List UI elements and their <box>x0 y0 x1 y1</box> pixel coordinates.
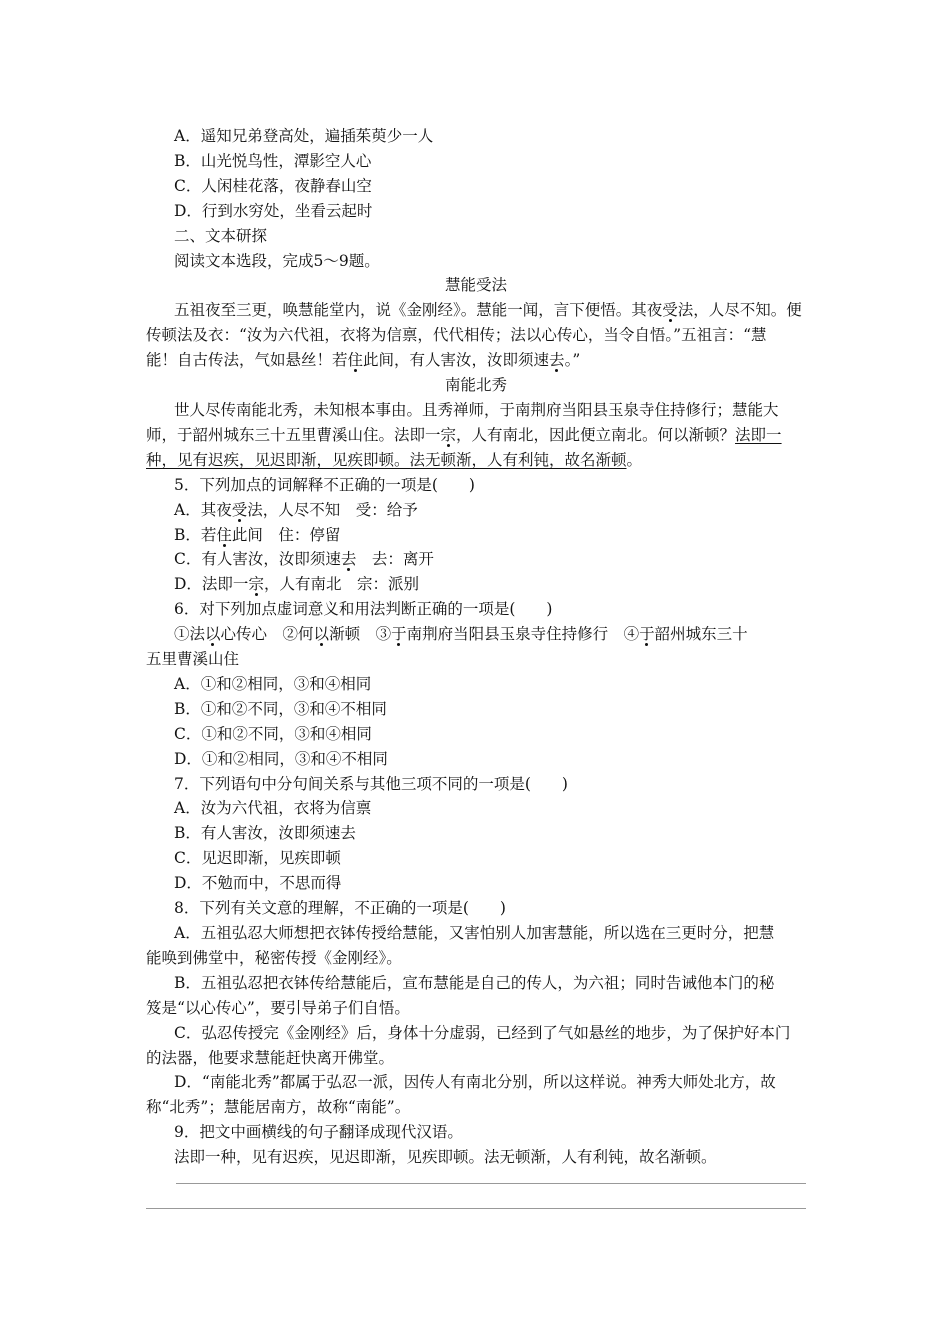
question-6-sentences <box>146 622 806 647</box>
question-7-option-c: C．见迟即渐，见疾即顿 <box>174 849 341 868</box>
question-7-option-b: B．有人害汝，汝即须速去 <box>174 824 356 843</box>
passage-1-title: 慧能受法 <box>444 276 507 295</box>
option-a-top: A．遥知兄弟登高处，遍插茱萸少一人 <box>174 127 434 145</box>
passage-text: 师，于韶州城东三十五里曹溪山住。法即一 <box>146 425 441 444</box>
dotted-word: 于 <box>391 625 407 644</box>
dotted-word: 住 <box>347 351 364 370</box>
option-c-top: C．人闲桂花落，夜静春山空 <box>174 176 372 195</box>
dotted-word: 以 <box>313 625 330 644</box>
question-8-option-b-line-2: 笈是“以心传心”，要引导弟子们自悟。 <box>146 998 410 1017</box>
sentence-text: 心传心 ②何 <box>220 625 314 644</box>
dotted-word: 于 <box>639 625 655 644</box>
question-8-option-b-line-1: B．五祖弘忍把衣钵传给慧能后，宣布慧能是自己的传人，为六祖；同时告诫他本门的秘 <box>174 973 775 992</box>
question-6-option-a: A．①和②相同，③和④相同 <box>174 674 372 693</box>
passage-2-line-1: 世人尽传南能北秀，未知根本事由。且秀禅师，于南荆府当阳县玉泉寺住持修行；慧能大 <box>174 400 779 419</box>
option-text: B．若 <box>174 525 217 544</box>
option-text: 法，人尽不知 受：给予 <box>247 500 418 519</box>
question-7-stem: 7．下列语句中分句间关系与其他三项不同的一项是( ) <box>174 774 568 793</box>
dotted-word: 去 <box>340 550 357 569</box>
passage-text: 五祖夜至三更，唤慧能堂内，说《金刚经》。慧能一闻，言下便悟。其夜 <box>174 301 663 320</box>
passage-2-title: 南能北秀 <box>444 376 507 395</box>
question-5-option-a <box>146 498 806 523</box>
passage-text: ，人有南北，因此便立南北。何以渐顿？ <box>456 425 736 444</box>
question-8-option-d-line-2: 称“北秀”；慧能居南方，故称“南能”。 <box>146 1098 411 1117</box>
dotted-word: 受 <box>662 301 678 320</box>
option-text: C．有人害汝，汝即须速 <box>174 550 341 569</box>
passage-text: 法，人尽不知。便 <box>677 301 802 320</box>
section-heading: 二、文本研探 <box>174 226 268 245</box>
passage-text: 。 <box>626 450 643 469</box>
passage-text: 。” <box>564 351 581 370</box>
question-8-option-d-line-1: D．“南能北秀”都属于弘忍一派，因传人有南北分别，所以这样说。神秀大师处北方，故 <box>174 1073 776 1092</box>
question-6-option-b: B．①和②不同，③和④不相同 <box>174 699 387 718</box>
question-8-stem: 8．下列有关文意的理解，不正确的一项是( ) <box>174 899 506 918</box>
underlined-sentence: 法即一 <box>735 425 782 444</box>
sentence-text: 渐顿 ③ <box>329 625 392 644</box>
option-text: A．其夜 <box>174 500 232 519</box>
dotted-word: 去 <box>549 351 565 370</box>
sentence-text: ①法 <box>174 625 206 644</box>
dotted-word: 宗 <box>440 425 457 444</box>
answer-line-1[interactable] <box>176 1183 806 1184</box>
answer-line-2[interactable] <box>146 1208 806 1209</box>
passage-text: 能！自古传法，气如悬丝！若 <box>146 351 348 370</box>
passage-1-line-1 <box>146 298 806 323</box>
question-9-sentence: 法即一种，见有迟疾，见迟即渐，见疾即顿。法无顿渐，人有利钝，故名渐顿。 <box>174 1148 717 1167</box>
question-9-stem: 9．把文中画横线的句子翻译成现代汉语。 <box>174 1123 463 1142</box>
question-5-option-d <box>146 572 806 597</box>
passage-2-line-2 <box>146 423 806 448</box>
dotted-word: 宗 <box>248 575 264 594</box>
question-8-option-c-line-2: 的法器，他要求慧能赶快离开佛堂。 <box>146 1048 395 1067</box>
question-7-option-a: A．汝为六代祖，衣将为信禀 <box>174 799 372 818</box>
dotted-word: 受 <box>231 500 248 519</box>
question-7-option-d: D．不勉而中，不思而得 <box>174 874 342 893</box>
question-8-option-a-line-2: 能唤到佛堂中，秘密传授《金刚经》。 <box>146 948 402 967</box>
dotted-word: 以 <box>205 625 221 644</box>
option-d-top: D．行到水穷处，坐看云起时 <box>174 201 373 220</box>
option-b-top: B．山光悦鸟性，潭影空人心 <box>174 151 372 170</box>
question-8-option-c-line-1: C．弘忍传授完《金刚经》后，身体十分虚弱，已经到了气如悬丝的地步，为了保护好本门 <box>174 1023 791 1042</box>
question-6-stem: 6．对下列加点虚词意义和用法判断正确的一项是( ) <box>174 600 553 619</box>
sentence-text: 韶州城东三十 <box>654 625 748 644</box>
question-5-option-b <box>146 523 806 548</box>
question-8-option-a-line-1: A．五祖弘忍大师想把衣钵传授给慧能，又害怕别人加害慧能，所以选在三更时分，把慧 <box>174 924 775 942</box>
passage-2-line-3 <box>146 448 806 473</box>
option-text: ，人有南北 宗：派别 <box>263 575 419 594</box>
reading-instruction: 阅读文本选段，完成5～9题。 <box>174 251 380 270</box>
option-text: 此间 住：停留 <box>231 525 341 544</box>
underlined-sentence: 种，见有迟疾，见迟即渐，见疾即顿。法无顿渐，人有利钝，故名渐顿 <box>146 450 627 469</box>
option-text: 去：离开 <box>356 550 434 569</box>
sentence-text: 南荆府当阳县玉泉寺住持修行 ④ <box>406 625 640 644</box>
dotted-word: 住 <box>216 525 232 544</box>
option-text: D．法即一 <box>174 575 249 594</box>
question-6-option-c: C．①和②不同，③和④相同 <box>174 724 372 743</box>
question-6-option-d: D．①和②相同，③和④不相同 <box>174 749 388 768</box>
document-page <box>146 124 806 1209</box>
passage-1-line-3 <box>146 348 806 373</box>
question-5-option-c <box>146 547 806 572</box>
passage-1-line-2: 传顿法及衣：“汝为六代祖，衣将为信禀，代代相传；法以心传心，当令自悟。”五祖言：“慧 <box>146 326 767 345</box>
passage-text: 此间，有人害汝，汝即须速 <box>363 351 550 370</box>
question-5-stem: 5．下列加点的词解释不正确的一项是( ) <box>174 475 475 494</box>
question-6-sentences-cont: 五里曹溪山住 <box>146 650 240 669</box>
